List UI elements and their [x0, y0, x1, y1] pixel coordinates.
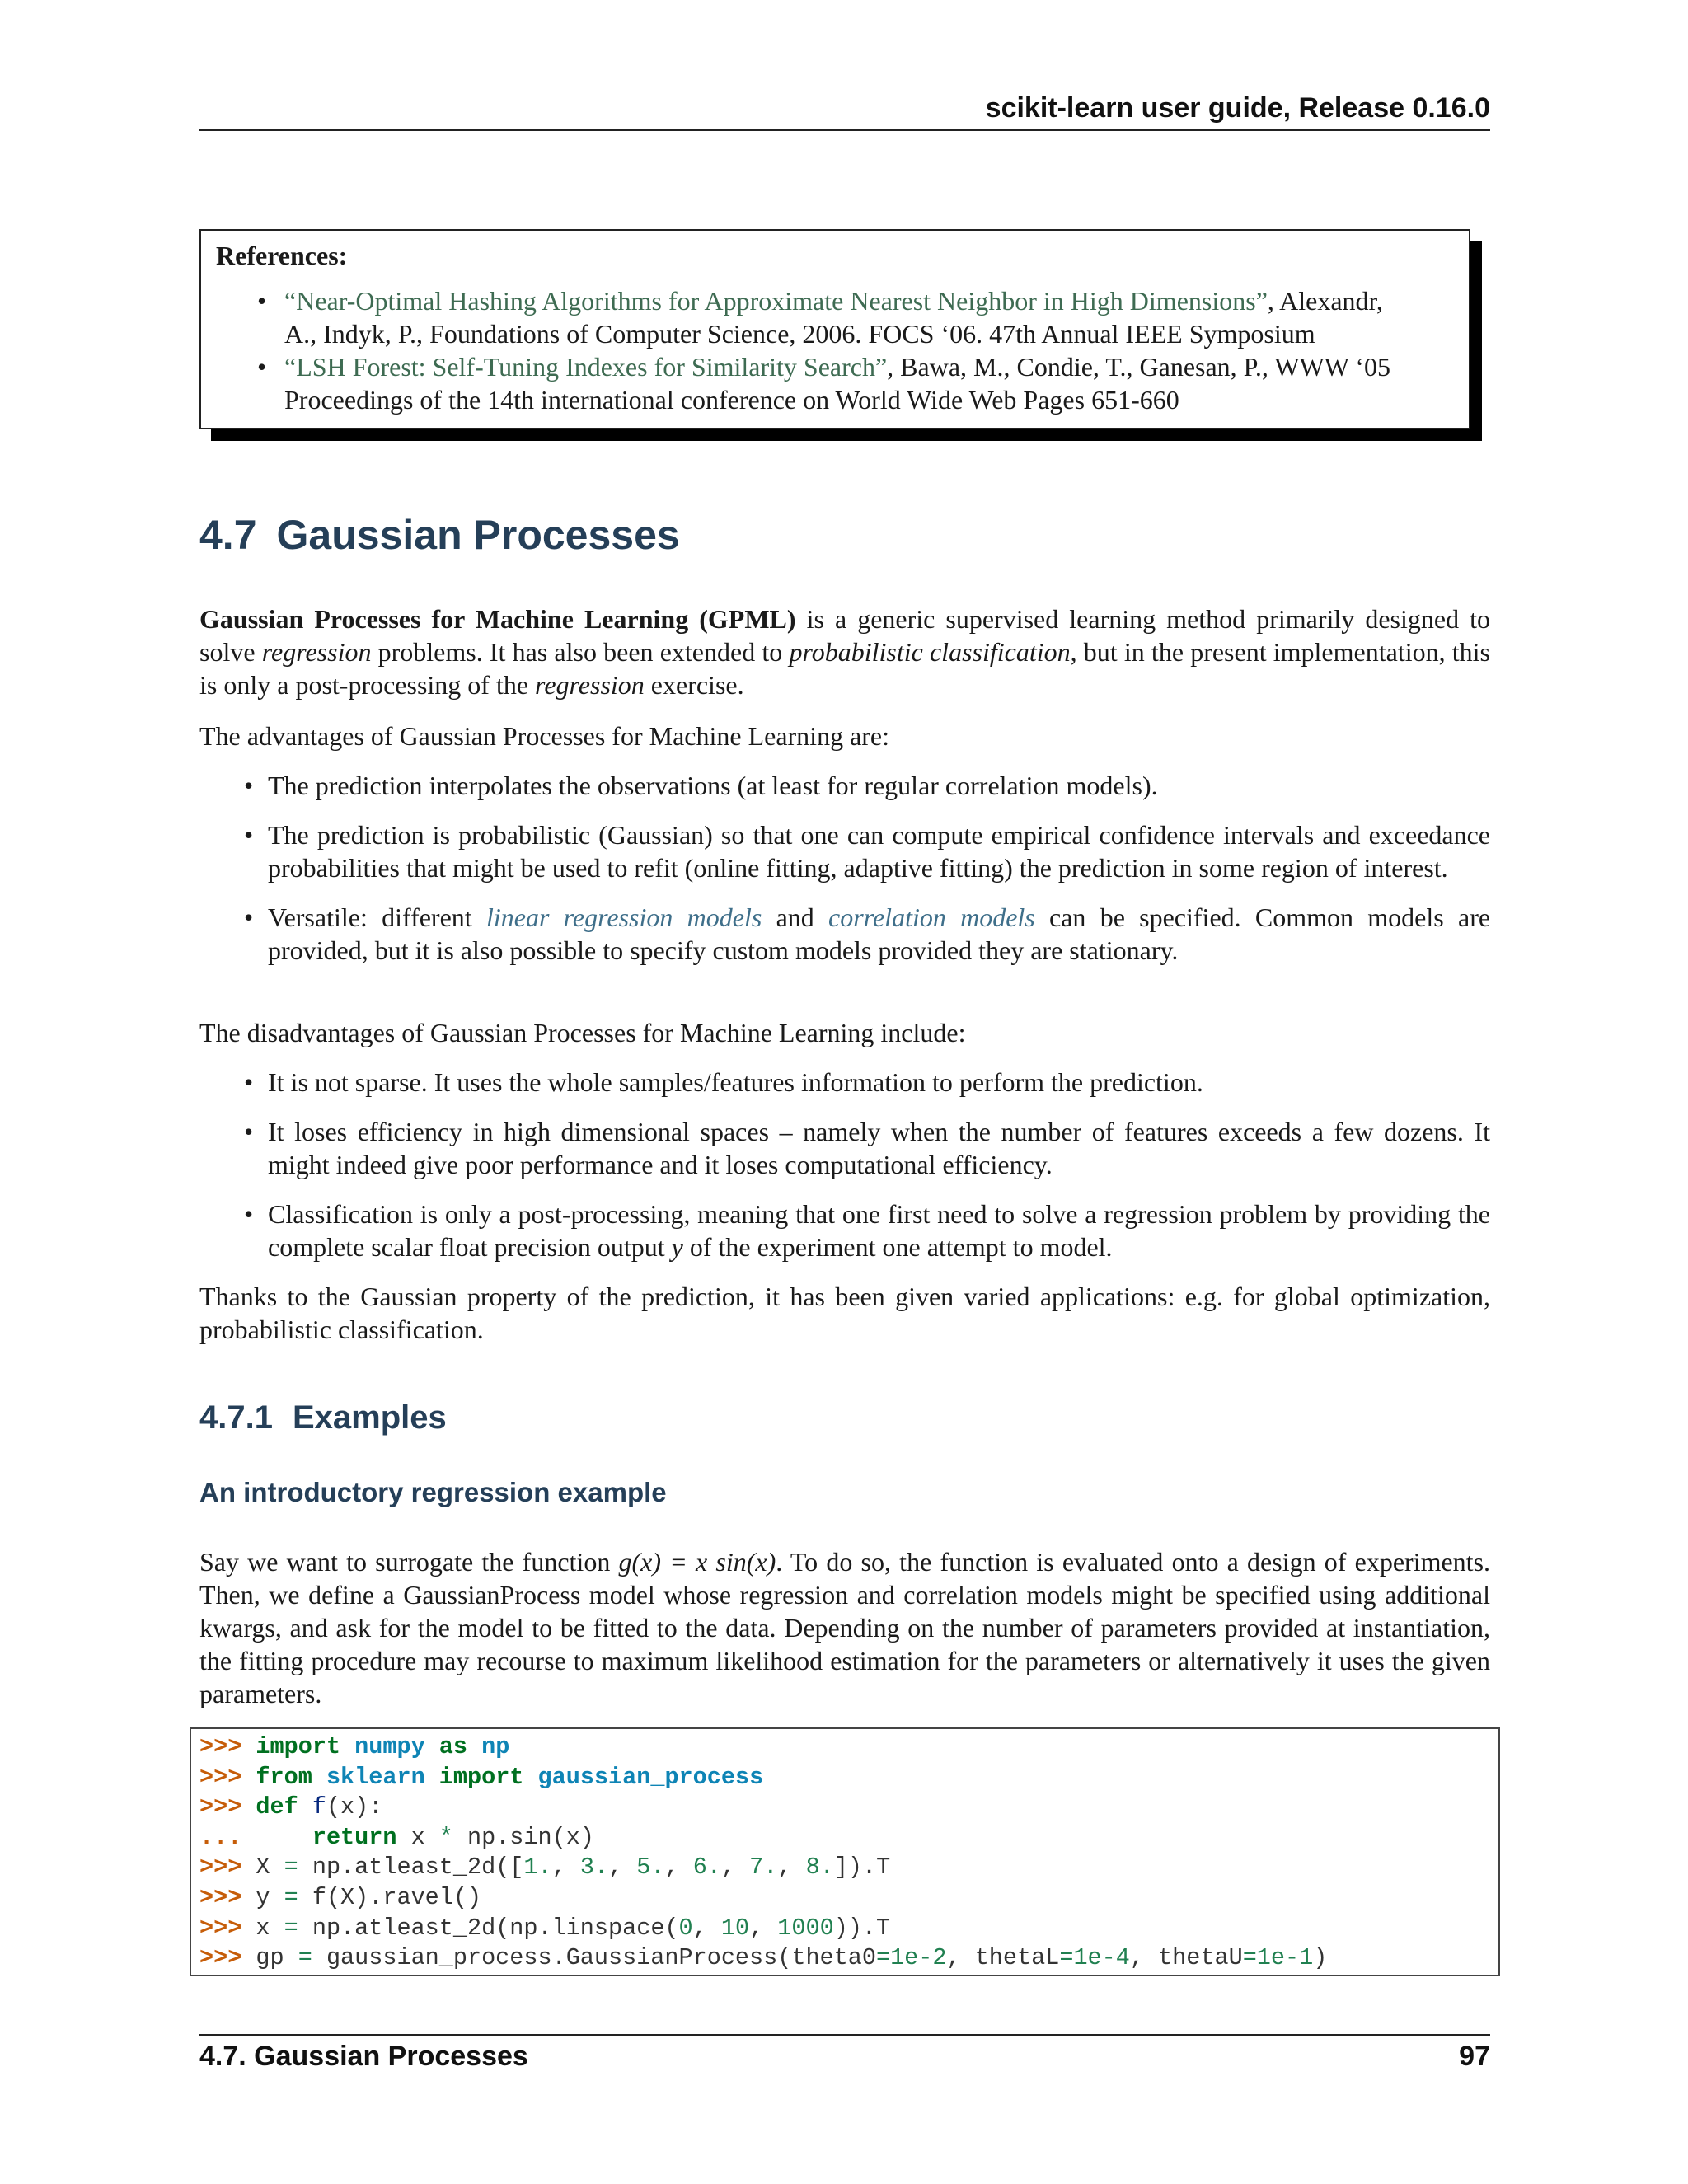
reference-citation: , Alexandr, A., Indyk, P., Foundations of Computer Science, 2006. FOCS ‘06. 47th Annual IEEE Symposium [284, 286, 1383, 349]
running-header: scikit-learn user guide, Release 0.16.0 [985, 92, 1490, 124]
intro-paragraph: Gaussian Processes for Machine Learning (GPML) is a generic supervised learning method primarily designed to solve regression problems. It has also been extended to probabilistic classification, but in the present implementation, this is only a post-processing of the regression exercise. [199, 604, 1491, 700]
section-number: 4.7 [199, 512, 257, 558]
code-line: >>> X = np.atleast_2d([1., 3., 5., 6., 7., 8.]).T [199, 1854, 891, 1882]
reference-link-near-optimal-hashing[interactable]: “Near-Optimal Hashing Algorithms for Approximate Nearest Neighbor in High Dimensions” [284, 286, 1268, 316]
disadvantage-item: • Classification is only a post-processing, meaning that one first need to solve a regression problem by providing the complete scalar float precision output y of the experiment one attempt to model. [199, 1197, 1490, 1263]
disadvantage-item: • It loses efficiency in high dimensional spaces – namely when the number of features exceeds a few dozens. It might indeed give poor performance and it loses computational efficiency. [199, 1115, 1490, 1181]
advantage-item: • The prediction is probabilistic (Gaussian) so that one can compute empirical confidence intervals and exceedance probabilities that might be used to refit (online fitting, adaptive fitting) the prediction in some region of interest. [199, 818, 1490, 884]
references-title: References: [216, 241, 348, 270]
disadvantages-list [199, 1066, 1490, 1280]
footer-section-label: 4.7. Gaussian Processes [199, 2041, 528, 2072]
applications-paragraph: Thanks to the Gaussian property of the prediction, it has been given varied applications: e.g. for global optimization, probabilistic classification. [199, 1282, 1490, 1344]
section-heading [199, 511, 680, 559]
advantages-lead: The advantages of Gaussian Processes for Machine Learning are: [199, 721, 890, 751]
section-title: Gaussian Processes [276, 512, 680, 558]
code-line: >>> from sklearn import gaussian_process [199, 1763, 764, 1791]
reference-link-lsh-forest[interactable]: “LSH Forest: Self-Tuning Indexes for Similarity Search” [284, 352, 888, 382]
reference-item [216, 350, 1469, 416]
code-lines [199, 1732, 1498, 1974]
header-rule [199, 129, 1490, 131]
reference-citation: , Bawa, M., Condie, T., Ganesan, P., WWW ‘05 Proceedings of the 14th international conference on World Wide Web Pages 651-660 [284, 352, 1391, 415]
subsubsection-heading: An introductory regression example [199, 1477, 667, 1507]
emphasis-regression: regression [261, 637, 372, 667]
subsection-heading [199, 1399, 447, 1436]
page-number: 97 [1459, 2041, 1490, 2072]
code-line: >>> gp = gaussian_process.GaussianProcess(theta0=1e-2, thetaL=1e-4, thetaU=1e-1) [199, 1944, 1328, 1972]
code-line: >>> x = np.atleast_2d(np.linspace(0, 10, 1000)).T [199, 1914, 891, 1942]
math-formula: g(x) = x sin(x) [618, 1547, 776, 1577]
advantages-list [199, 769, 1490, 983]
advantage-item: • The prediction interpolates the observations (at least for regular correlation models). [199, 769, 1490, 802]
code-line: >>> def f(x): [199, 1793, 383, 1821]
correlation-models-link[interactable]: correlation models [828, 902, 1035, 932]
emphasis-regression: regression [535, 670, 645, 700]
example-paragraph: Say we want to surrogate the function g(x) = x sin(x). To do so, the function is evaluated onto a design of experiments. Then, we define a GaussianProcess model whose regression and correlation models might be specified using additional kwargs, and ask for the model to be fitted to the data. Depending on the number of parameters provided at instantiation, the fitting procedure may recourse to maximum likelihood estimation for the parameters or alternatively it uses the given parameters. [199, 1547, 1491, 1708]
reference-item [216, 284, 1469, 350]
code-line: >>> y = f(X).ravel() [199, 1883, 482, 1911]
footer-rule [199, 2034, 1490, 2036]
advantage-item: • Versatile: different linear regression models and correlation models can be specified. Common models are provided, but it is also possible to specify custom models provided they are stationary. [199, 901, 1490, 967]
code-line: >>> import numpy as np [199, 1733, 510, 1760]
disadvantages-lead: The disadvantages of Gaussian Processes for Machine Learning include: [199, 1018, 966, 1047]
document-page [199, 0, 1490, 2184]
disadvantage-item: • It is not sparse. It uses the whole samples/features information to perform the prediction. [199, 1066, 1490, 1099]
math-variable-y: y [671, 1232, 683, 1262]
subsection-title: Examples [292, 1399, 447, 1436]
subsection-number: 4.7.1 [199, 1399, 273, 1436]
code-block[interactable] [190, 1727, 1500, 1976]
emphasis-probabilistic-classification: probabilistic classification [789, 637, 1071, 667]
code-line: ... return x * np.sin(x) [199, 1823, 594, 1851]
gpml-term: Gaussian Processes for Machine Learning (GPML) [199, 604, 796, 634]
linear-regression-models-link[interactable]: linear regression models [485, 902, 762, 932]
references-list [216, 284, 1469, 416]
references-box [199, 229, 1470, 429]
